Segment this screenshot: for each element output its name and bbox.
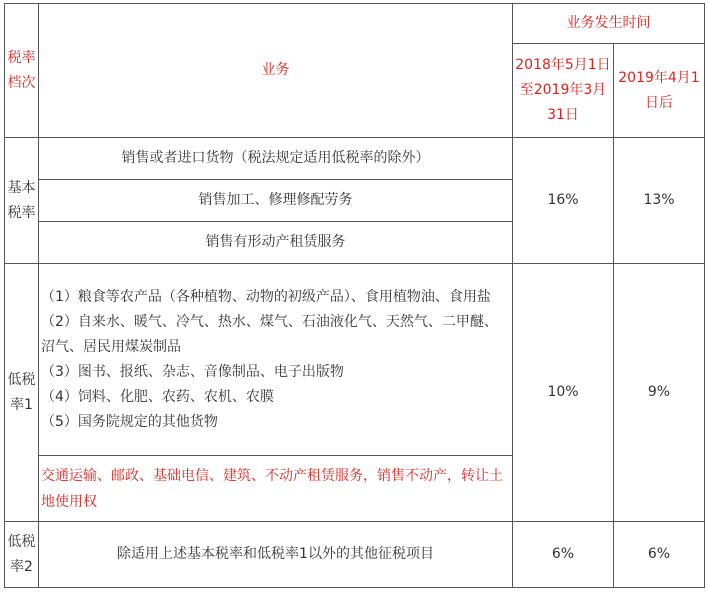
low1-goods-line-5: （5）国务院规定的其他货物 (41, 413, 218, 430)
header-tax-rate-level: 税率档次 (5, 4, 39, 138)
header-business: 业务 (39, 4, 513, 138)
low1-rate-period-1: 10% (513, 264, 614, 522)
basic-item-2: 销售加工、修理修配劳务 (39, 180, 513, 222)
low1-services: 交通运输、邮政、基础电信、建筑、不动产租赁服务，销售不动产，转让土地使用权 (39, 456, 513, 522)
low1-rate-period-2: 9% (614, 264, 705, 522)
low1-goods-line-3: （3）图书、报纸、杂志、音像制品、电子出版物 (41, 363, 344, 380)
basic-rate-period-2: 13% (614, 138, 705, 264)
low2-rate-period-1: 6% (513, 522, 614, 588)
low1-goods-list (39, 264, 513, 456)
tax-rate-table (4, 3, 705, 588)
header-period-1: 2018年5月1日至2019年3月31日 (513, 44, 614, 138)
low2-rate-period-2: 6% (614, 522, 705, 588)
low1-goods-line-1: （1）粮食等农产品（各种植物、动物的初级产品）、食用植物油、食用盐 (41, 288, 491, 305)
header-period-2: 2019年4月1日后 (614, 44, 705, 138)
low1-goods-line-4: （4）饲料、化肥、农药、农机、农膜 (41, 388, 274, 405)
header-time-group: 业务发生时间 (513, 4, 705, 44)
low1-rate-level: 低税率1 (5, 264, 39, 522)
low1-goods-line-2: （2）自来水、暖气、冷气、热水、煤气、石油液化气、天然气、二甲醚、沼气、居民用煤炭制品 (41, 313, 498, 355)
low2-item: 除适用上述基本税率和低税率1以外的其他征税项目 (39, 522, 513, 588)
basic-item-3: 销售有形动产租赁服务 (39, 222, 513, 264)
low2-rate-level: 低税率2 (5, 522, 39, 588)
basic-rate-level: 基本税率 (5, 138, 39, 264)
basic-item-1: 销售或者进口货物（税法规定适用低税率的除外） (39, 138, 513, 180)
basic-rate-period-1: 16% (513, 138, 614, 264)
